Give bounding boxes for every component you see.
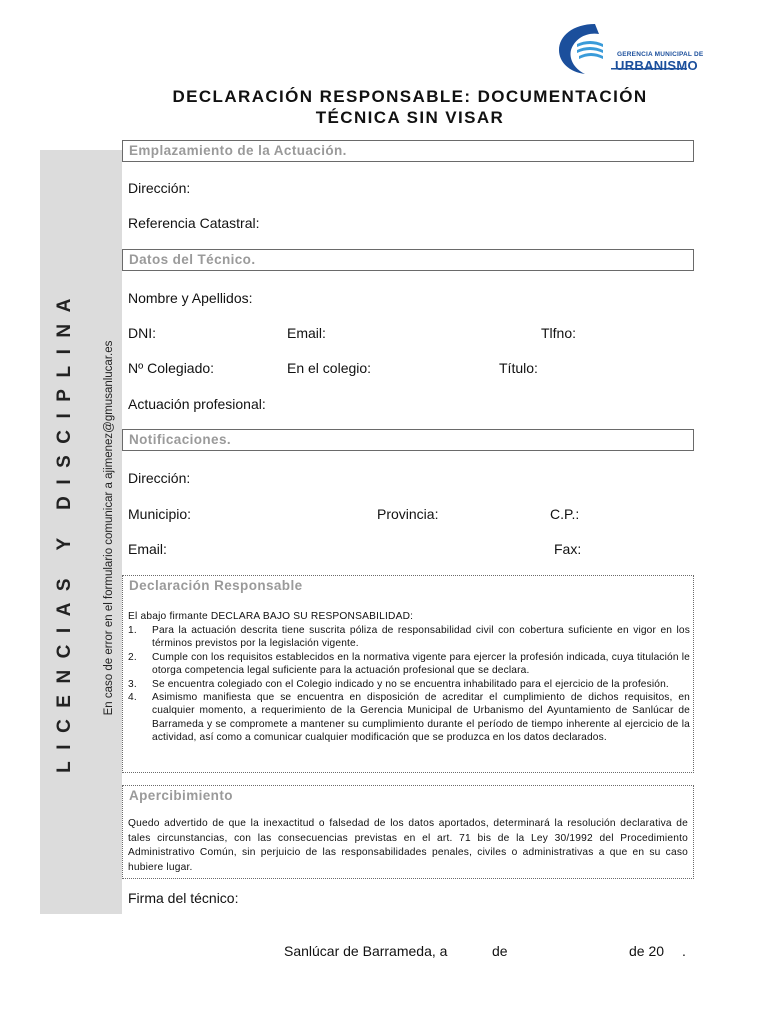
tlfno-field[interactable]: Tlfno: xyxy=(541,325,577,341)
section-notificaciones xyxy=(122,429,694,451)
list-item-number: 1. xyxy=(128,625,137,636)
dni-field[interactable]: DNI: xyxy=(128,325,156,341)
list-item-text: Asimismo manifiesta que se encuentra en disposición de acreditar el cumplimiento de dichos requisitos, en cualquier momento, a requerimiento de la Gerencia Municipal de Urbanismo del Ayuntamiento de Sanlúcar de Barrameda y se compromete a mantener su cumplimiento durante el período de tiempo inherente al ejercicio de la actividad, así como a comunicar cualquier modificación que se produzca en los datos declarados. xyxy=(152,692,690,744)
title-line-1: DECLARACIÓN RESPONSABLE: DOCUMENTACIÓN xyxy=(172,87,648,106)
cp-field[interactable]: C.P.: xyxy=(550,506,580,522)
fax-field[interactable]: Fax: xyxy=(554,541,582,557)
firma-de-1: de xyxy=(492,943,508,959)
firma-end: . xyxy=(682,943,686,959)
notif-email-field[interactable]: Email: xyxy=(128,541,167,557)
tecnico-email-field[interactable]: Email: xyxy=(287,325,326,341)
list-item xyxy=(128,624,690,651)
list-item-text: Se encuentra colegiado con el Colegio indicado y no se encuentra inhabilitado para el ejercicio de la profesión. xyxy=(152,678,669,690)
provincia-field[interactable]: Provincia: xyxy=(377,506,439,522)
emplazamiento-direccion-field[interactable]: Dirección: xyxy=(128,180,191,196)
nombre-apellidos-field[interactable]: Nombre y Apellidos: xyxy=(128,290,253,306)
document-title xyxy=(120,86,700,128)
apercibimiento-text: Quedo advertido de que la inexactitud o falsedad de los datos aportados, determinará la resolución declarativa de tales circunstancias, con las consecuencias previstas en el art. 71 bis de la Ley 30/1992 del Procedimiento Administrativo Común, sin perjuicio de las responsabilidades penales, civiles o administrativas a que en su caso hubiere lugar. xyxy=(128,818,688,873)
sidebar-vertical-title: LICENCIAS Y DISCIPLINA xyxy=(54,287,75,773)
section-datos-tecnico-title: Datos del Técnico. xyxy=(129,252,256,267)
list-item-text: Cumple con los requisitos establecidos en la normativa vigente para ejercer la profesión indicada, cuya titulación le otorga competencia legal suficiente para la actuación profesional que se declara. xyxy=(152,651,690,677)
title-line-2: TÉCNICA SIN VISAR xyxy=(315,108,505,127)
municipio-field[interactable]: Municipio: xyxy=(128,506,192,522)
section-notificaciones-title: Notificaciones. xyxy=(129,432,232,447)
section-datos-tecnico xyxy=(122,249,694,271)
actuacion-profesional-field[interactable]: Actuación profesional: xyxy=(128,396,266,412)
section-apercibimiento-title: Apercibimiento xyxy=(129,788,233,803)
list-item-text: Para la actuación descrita tiene suscrita póliza de responsabilidad civil con cobertura suficiente en vigor en los términos previstos por la legislación vigente. xyxy=(152,625,690,650)
titulo-field[interactable]: Título: xyxy=(499,360,538,376)
list-item xyxy=(128,651,690,678)
logo xyxy=(555,22,704,82)
referencia-catastral-field[interactable]: Referencia Catastral: xyxy=(128,215,260,231)
list-item xyxy=(128,678,690,691)
list-item xyxy=(128,691,690,745)
notif-direccion-field[interactable]: Dirección: xyxy=(128,470,191,486)
sidebar-error-note: En caso de error en el formulario comunicar a ajimenez@gmusanlucar.es xyxy=(103,340,115,716)
declaracion-list xyxy=(128,624,690,745)
logo-name: URBANISMO xyxy=(615,58,698,73)
firma-place: Sanlúcar de Barrameda, a xyxy=(284,943,448,959)
logo-subtitle: GERENCIA MUNICIPAL DE xyxy=(617,51,704,58)
section-declaracion-title: Declaración Responsable xyxy=(129,578,303,593)
declaracion-intro: El abajo firmante DECLARA BAJO SU RESPONSABILIDAD: xyxy=(128,611,414,622)
colegiado-field[interactable]: Nº Colegiado: xyxy=(128,360,215,376)
list-item-number: 4. xyxy=(128,692,137,704)
section-emplazamiento-title: Emplazamiento de la Actuación. xyxy=(129,143,347,158)
list-item-number: 3. xyxy=(128,678,137,690)
list-item-number: 2. xyxy=(128,651,137,663)
section-emplazamiento xyxy=(122,140,694,162)
firma-de-2: de 20 xyxy=(629,943,665,959)
firma-tecnico-field[interactable]: Firma del técnico: xyxy=(128,890,239,906)
colegio-field[interactable]: En el colegio: xyxy=(287,360,372,376)
